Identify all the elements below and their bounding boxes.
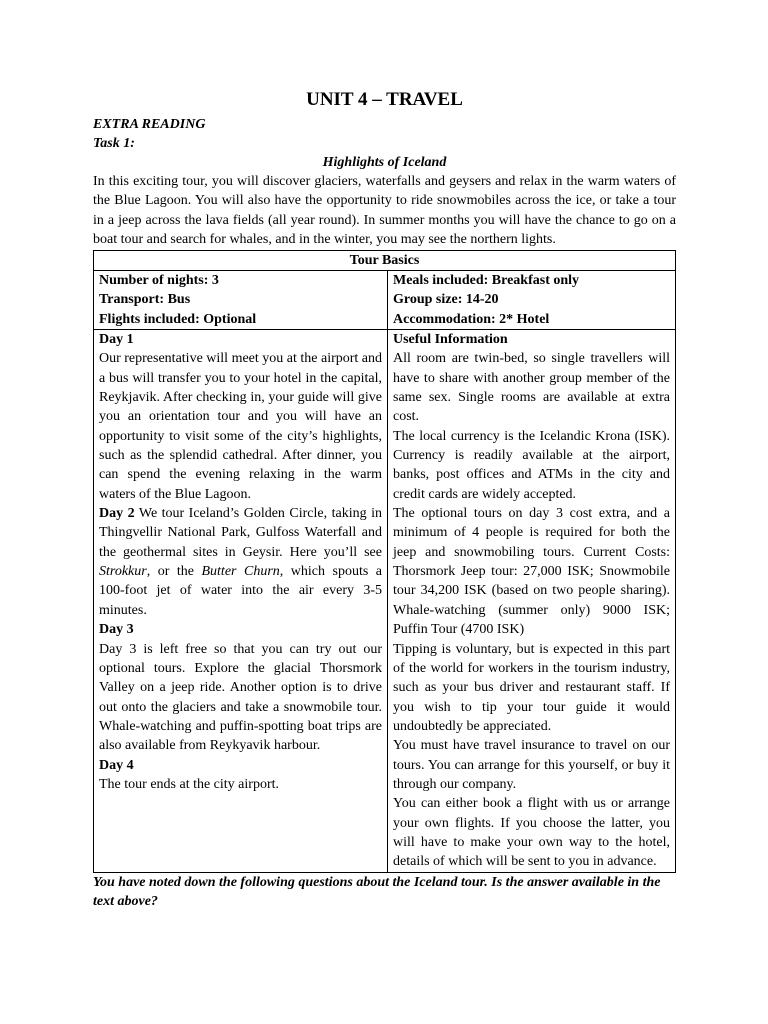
butter-churn-term: Butter Churn: [201, 564, 280, 580]
page-title: UNIT 4 – TRAVEL: [306, 89, 463, 110]
document-page: [93, 88, 676, 912]
basics-left-cell: [94, 270, 388, 329]
day3-heading: Day 3: [99, 622, 134, 638]
day1-heading: Day 1: [99, 332, 134, 347]
accommodation-label: Accommodation: 2* Hotel: [393, 311, 550, 327]
footer-question: You have noted down the following questions about the Iceland tour. Is the answer available in the text above?: [93, 874, 661, 910]
day4-heading: Day 4: [99, 757, 134, 773]
table-caption: Tour Basics: [94, 250, 676, 270]
info-currency: The local currency is the Icelandic Krona (ISK). Currency is readily available at the airport, banks, post offices and ATMs in the city and credit cards are widely accepted.: [393, 428, 670, 502]
day2-text-c: , which spouts a 100-foot jet of water into the air every 3-5 minutes.: [99, 564, 383, 618]
useful-info-cell: [388, 330, 676, 873]
info-optional-tours: The optional tours on day 3 cost extra, and a minimum of 4 people is required for both the jeep and snowmobiling tours. Current Costs: Thorsmork Jeep tour: 27,000 ISK; Snowmobile tour 34,200 ISK (based on two people sharing). Whale-watching (summer only) 9000 ISK; Puffin Tour (4700 ISK): [393, 506, 670, 638]
task-heading: Task 1:: [93, 136, 135, 151]
nights-label: Number of nights: 3: [99, 272, 219, 288]
reading-title: Highlights of Iceland: [322, 155, 447, 170]
meals-label: Meals included: Breakfast only: [393, 272, 580, 288]
info-rooms: All room are twin-bed, so single travellers will have to share with another group member of the same sex. Single rooms are available at extra cost.: [393, 351, 670, 425]
flights-label: Flights included: Optional: [99, 311, 257, 327]
section-heading: EXTRA READING: [93, 117, 206, 132]
day3-text: Day 3 is left free so that you can try out our optional tours. Explore the glacial Thorsmork Valley on a jeep ride. Another option is to drive out onto the glaciers and take a snowmobile tour. Whale-watching and puffin-spotting boat trips are also available from Reykyavik harbour.: [99, 641, 382, 754]
day1-text: Our representative will meet you at the airport and a bus will transfer you to your hotel in the capital, Reykjavik. After checking in, your guide will give you an orientation tour and you will have an opportunity to visit some of the city’s highlights, such as the splendid cathedral. After dinner, you can spend the evening relaxing in the warm waters of the Blue Lagoon.: [99, 351, 383, 502]
tour-table: [93, 250, 676, 873]
group-size-label: Group size: 14-20: [393, 292, 499, 308]
details-row: [94, 330, 676, 873]
useful-info-heading: Useful Information: [393, 332, 508, 347]
table-caption-row: [94, 250, 676, 270]
day2-text-b: , or the: [146, 564, 202, 580]
strokkur-term: Strokkur: [99, 564, 147, 580]
day4-text: The tour ends at the city airport.: [99, 776, 279, 792]
basics-right-cell: [388, 270, 676, 329]
info-flights: You can either book a flight with us or arrange your own flights. If you choose the latter, you will have to make your own way to the hotel, details of which will be sent to you in advance.: [393, 796, 670, 870]
itinerary-cell: [94, 330, 388, 873]
day2-heading: Day 2: [99, 506, 135, 522]
transport-label: Transport: Bus: [99, 292, 191, 308]
day2-text-a: We tour Iceland’s Golden Circle, taking in Thingvellir National Park, Gulfoss Waterfall and the geothermal sites in Geysir. Here you’ll see: [99, 506, 382, 560]
intro-paragraph: In this exciting tour, you will discover glaciers, waterfalls and geysers and relax in the warm waters of the Blue Lagoon. You will also have the opportunity to ride snowmobiles across the ice, or take a tour in a jeep across the lava fields (all year round). In summer months you will have the chance to go on a boat tour and search for whales, and in the winter, you may see the northern lights.: [93, 174, 676, 248]
day2-paragraph: [99, 504, 382, 620]
info-tipping: Tipping is voluntary, but is expected in this part of the world for workers in the tourism industry, such as your bus driver and restaurant staff. If you wish to tip your tour guide it would undoubtedly be appreciated.: [393, 641, 670, 734]
basics-row: [94, 270, 676, 329]
info-insurance: You must have travel insurance to travel on our tours. You can arrange for this yourself, or buy it through our company.: [393, 738, 670, 792]
